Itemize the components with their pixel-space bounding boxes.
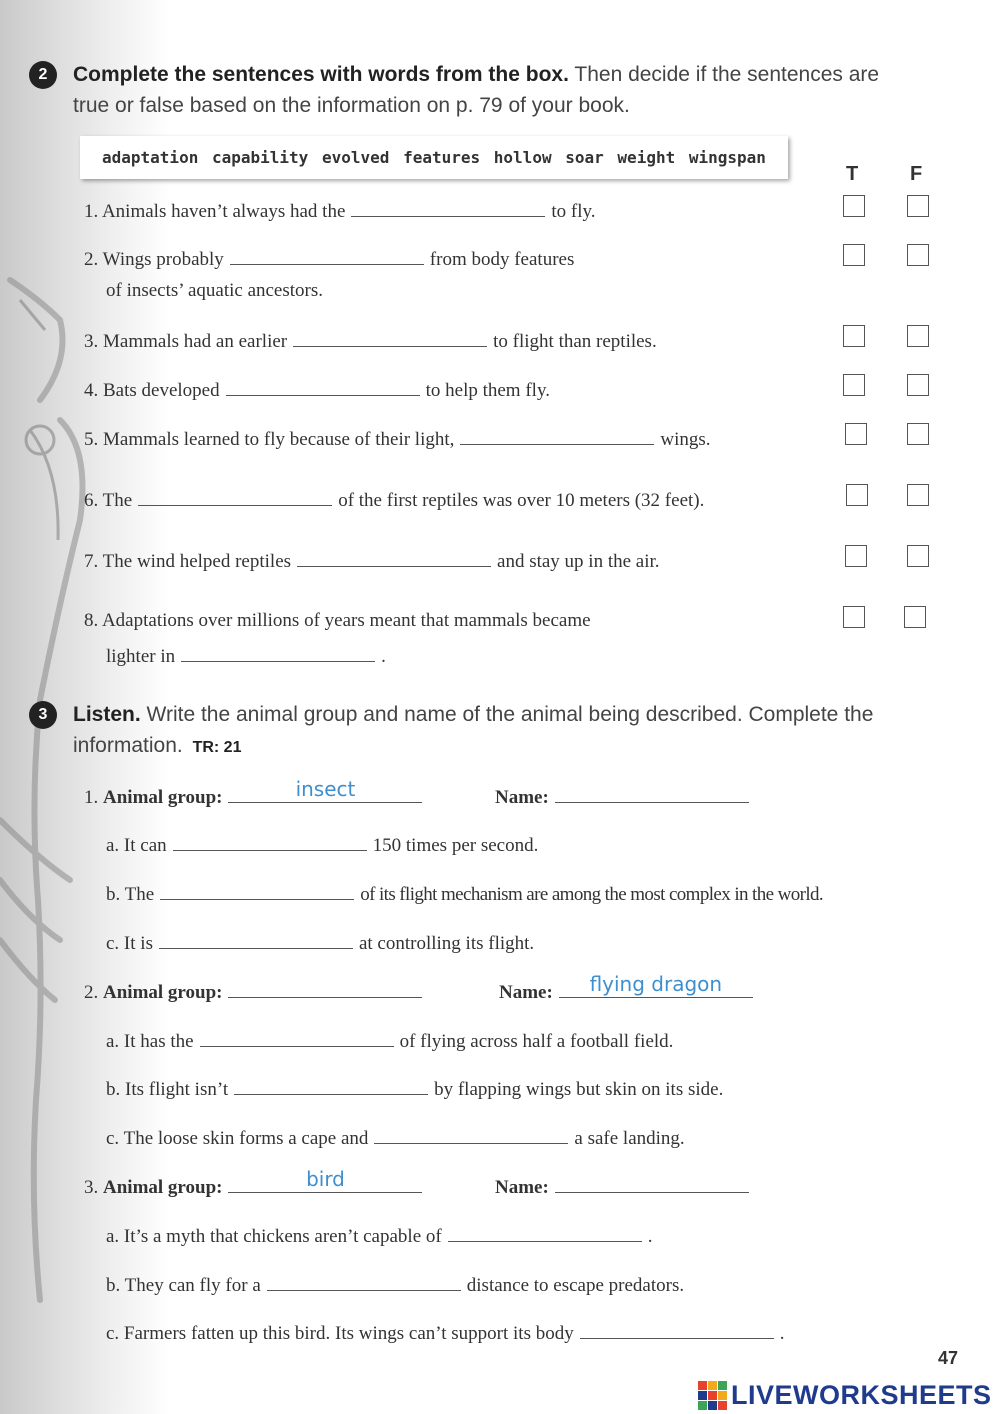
answer-blank[interactable] <box>293 328 487 347</box>
line-text: by flapping wings but skin on its side. <box>434 1079 724 1100</box>
animal-group-blank[interactable] <box>228 979 422 998</box>
name-label: Name: <box>495 1177 549 1198</box>
section-2-number: 2 <box>29 61 57 89</box>
animal-3-line-b <box>106 1272 684 1297</box>
animal-number: 1. <box>84 787 99 808</box>
true-checkbox-2[interactable] <box>843 244 865 266</box>
sentence-6 <box>84 487 704 512</box>
word-box-item: soar <box>565 148 604 167</box>
word-box-item: evolved <box>321 148 390 167</box>
sentence-text: to help them fly. <box>425 380 550 401</box>
word-box-item: adaptation <box>102 148 199 167</box>
section-2-instruction-rest: Then decide if the sentences are <box>568 63 880 86</box>
answer-blank[interactable] <box>297 548 491 567</box>
page-number: 47 <box>938 1348 959 1368</box>
section-3-instruction-bold: Listen. <box>73 703 141 726</box>
word-box-item: capability <box>211 148 309 167</box>
sentence-text: 7. The wind helped reptiles <box>84 551 292 572</box>
sentence-text: 1. Animals haven’t always had the <box>84 201 346 222</box>
animal-2-line-c <box>106 1125 685 1150</box>
true-checkbox-4[interactable] <box>843 374 865 396</box>
false-checkbox-3[interactable] <box>907 325 929 347</box>
sentence-text: to flight than reptiles. <box>493 331 657 352</box>
animal-2-line-b <box>106 1076 723 1101</box>
animal-2-name <box>499 972 759 1004</box>
line-text: a. It’s a myth that chickens aren’t capable of <box>106 1226 442 1247</box>
animal-1-line-c <box>106 930 534 955</box>
sentence-4 <box>84 377 550 402</box>
line-text: c. The loose skin forms a cape and <box>106 1128 369 1149</box>
line-text: c. Farmers fatten up this bird. Its wings can’t support its body <box>106 1323 574 1344</box>
true-checkbox-6[interactable] <box>846 484 868 506</box>
track-label: TR: 21 <box>192 739 242 756</box>
animal-name-blank[interactable] <box>555 784 749 803</box>
sentence-2 <box>84 246 574 271</box>
animal-3-name <box>495 1174 755 1199</box>
animal-group-label: Animal group: <box>103 1177 223 1198</box>
answer-blank[interactable] <box>230 246 424 265</box>
word-box-item: weight <box>617 148 676 167</box>
answer-blank[interactable] <box>267 1272 461 1291</box>
logo-text: LIVEWORKSHEETS <box>731 1380 992 1410</box>
section-2-instructions <box>73 59 973 121</box>
sentence-text: 5. Mammals learned to fly because of their light, <box>84 429 455 450</box>
section-3-number: 3 <box>29 701 57 729</box>
false-checkbox-7[interactable] <box>907 545 929 567</box>
animal-number: 2. <box>84 982 99 1003</box>
answer-blank[interactable] <box>351 198 545 217</box>
sentence-5 <box>84 426 711 451</box>
line-text: b. The <box>106 884 155 905</box>
section-2-instruction-line2: true or false based on the information on p. 79 of your book. <box>73 94 630 117</box>
sentence-8: 8. Adaptations over millions of years meant that mammals became <box>84 610 591 631</box>
sentence-3 <box>84 328 657 353</box>
animal-1-header <box>84 777 428 809</box>
sentence-text: to fly. <box>551 201 596 222</box>
sentence-text: of the first reptiles was over 10 meters (32 feet). <box>338 490 705 511</box>
section-2-instruction-bold: Complete the sentences with words from the box. <box>73 63 569 86</box>
sentence-text: from body features <box>429 249 575 270</box>
handwritten-answer: bird <box>306 1167 345 1191</box>
true-checkbox-8[interactable] <box>843 606 865 628</box>
answer-blank[interactable] <box>226 377 420 396</box>
name-label: Name: <box>495 787 549 808</box>
true-column-header: T <box>846 163 859 185</box>
line-text: at controlling its flight. <box>358 933 535 954</box>
line-text: of flying across half a football field. <box>399 1031 674 1052</box>
true-checkbox-1[interactable] <box>843 195 865 217</box>
animal-3-line-c <box>106 1320 784 1345</box>
answer-blank[interactable] <box>580 1320 774 1339</box>
animal-2-header <box>84 979 428 1004</box>
sentence-text: 2. Wings probably <box>84 249 224 270</box>
line-text: a. It can <box>106 835 167 856</box>
animal-name-blank[interactable] <box>559 972 753 998</box>
logo-grid-icon <box>698 1381 727 1410</box>
sentence-text: lighter in <box>106 646 176 667</box>
line-text: 150 times per second. <box>372 835 539 856</box>
sentence-8-continued <box>106 643 386 668</box>
name-label: Name: <box>499 982 553 1003</box>
false-checkbox-8[interactable] <box>904 606 926 628</box>
word-box-item: features <box>403 148 481 167</box>
line-text: b. Its flight isn’t <box>106 1079 229 1100</box>
answer-blank[interactable] <box>181 643 375 662</box>
animal-1-line-b <box>106 881 823 906</box>
section-3-instruction-line2: information. <box>73 734 183 757</box>
answer-blank[interactable] <box>200 1028 394 1047</box>
handwritten-answer: flying dragon <box>589 972 723 996</box>
false-checkbox-1[interactable] <box>907 195 929 217</box>
line-text: . <box>647 1226 653 1247</box>
sentence-text: wings. <box>660 429 711 450</box>
false-checkbox-6[interactable] <box>907 484 929 506</box>
answer-blank[interactable] <box>448 1223 642 1242</box>
animal-number: 3. <box>84 1177 99 1198</box>
answer-blank[interactable] <box>159 930 353 949</box>
sentence-text: and stay up in the air. <box>497 551 660 572</box>
true-checkbox-5[interactable] <box>845 423 867 445</box>
true-checkbox-7[interactable] <box>845 545 867 567</box>
line-text: a safe landing. <box>574 1128 685 1149</box>
section-3-instructions <box>73 699 973 763</box>
sentence-1 <box>84 198 596 223</box>
sentence-text: 6. The <box>84 490 133 511</box>
sentence-text: 3. Mammals had an earlier <box>84 331 288 352</box>
animal-group-label: Animal group: <box>103 787 223 808</box>
animal-1-line-a <box>106 832 538 857</box>
sentence-text: . <box>381 646 386 667</box>
line-text: of its flight mechanism are among the most complex in the world. <box>360 884 824 905</box>
answer-blank[interactable] <box>234 1076 428 1095</box>
sentence-text: 4. Bats developed <box>84 380 220 401</box>
animal-group-blank[interactable] <box>228 777 422 803</box>
sentence-2-continued: of insects’ aquatic ancestors. <box>106 280 324 301</box>
false-checkbox-5[interactable] <box>907 423 929 445</box>
animal-group-label: Animal group: <box>103 982 223 1003</box>
false-checkbox-4[interactable] <box>907 374 929 396</box>
line-text: a. It has the <box>106 1031 194 1052</box>
animal-name-blank[interactable] <box>555 1174 749 1193</box>
answer-blank[interactable] <box>460 426 654 445</box>
liveworksheets-logo <box>698 1380 992 1411</box>
answer-blank[interactable] <box>160 881 354 900</box>
false-checkbox-2[interactable] <box>907 244 929 266</box>
animal-1-name <box>495 784 755 809</box>
line-text: b. They can fly for a <box>106 1275 261 1296</box>
animal-3-line-a <box>106 1223 652 1248</box>
animal-group-blank[interactable] <box>228 1167 422 1193</box>
line-text: c. It is <box>106 933 153 954</box>
handwritten-answer: insect <box>295 777 356 801</box>
word-box-item: hollow <box>493 148 552 167</box>
animal-2-line-a <box>106 1028 673 1053</box>
true-checkbox-3[interactable] <box>843 325 865 347</box>
false-column-header: F <box>910 163 923 185</box>
answer-blank[interactable] <box>173 832 367 851</box>
section-3-instruction-rest: Write the animal group and name of the animal being described. Complete the <box>140 703 874 726</box>
answer-blank[interactable] <box>374 1125 568 1144</box>
line-text: . <box>779 1323 785 1344</box>
line-text: distance to escape predators. <box>466 1275 685 1296</box>
sentence-7 <box>84 548 660 573</box>
word-box <box>80 136 788 179</box>
word-box-item: wingspan <box>688 148 766 167</box>
animal-3-header <box>84 1167 428 1199</box>
answer-blank[interactable] <box>138 487 332 506</box>
